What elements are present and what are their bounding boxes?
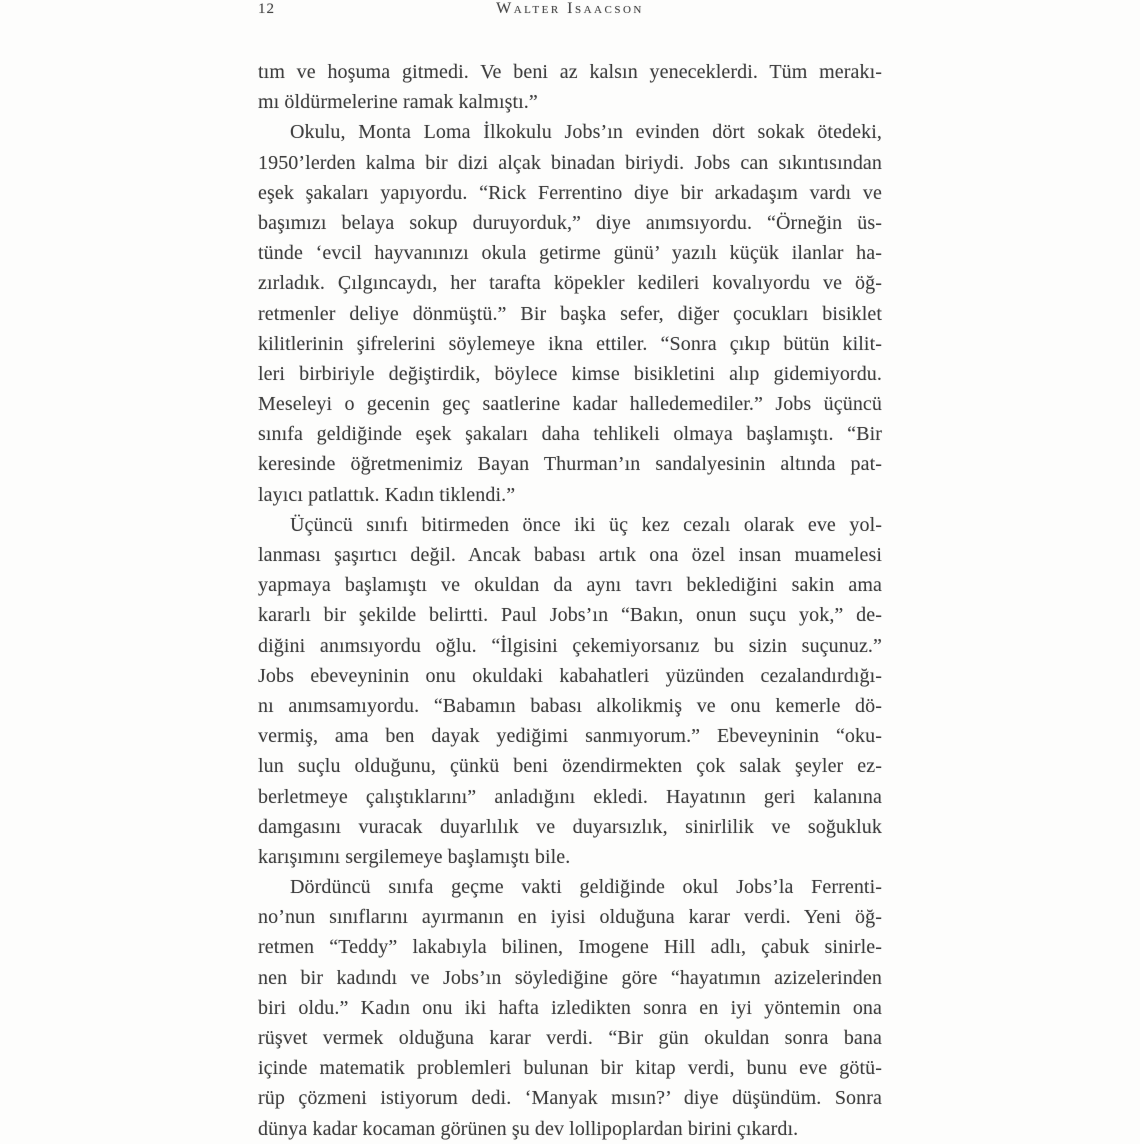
text-line: rüşvet vermek olduğuna karar verdi. “Bir gün okuldan sonra bana bbox=[258, 1027, 882, 1049]
text-line: tünde ‘evcil hayvanınızı okula getirme günü’ yazılı küçük ilanlar ha- bbox=[258, 242, 882, 265]
text-line: Okulu, Monta Loma İlkokulu Jobs’ın evinden dört sokak ötedeki, bbox=[290, 121, 882, 144]
text-line: lun suçlu olduğunu, çünkü beni özendirmekten çok salak şeyler ez- bbox=[258, 755, 882, 778]
text-line: Üçüncü sınıfı bitirmeden önce iki üç kez cezalı olarak eve yol- bbox=[290, 513, 882, 536]
text-line: vermiş, ama ben dayak yediğimi sanmıyorum.” Ebeveyninin “oku- bbox=[258, 725, 882, 748]
text-line: mı öldürmelerine ramak kalmıştı.” bbox=[258, 91, 538, 114]
running-header bbox=[258, 0, 882, 18]
text-line: kilitlerinin şifrelerini söylemeye ikna ettiler. “Sonra çıkıp bütün kilit- bbox=[258, 332, 882, 355]
text-line: eşek şakaları yapıyordu. “Rick Ferrentino diye bir arkadaşım vardı ve bbox=[258, 181, 882, 204]
text-line: Jobs ebeveyninin onu okuldaki kabahatleri yüzünden cezalandırdığı- bbox=[258, 664, 882, 687]
text-line: başımızı belaya sokup duruyorduk,” diye anımsıyordu. “Örneğin üs- bbox=[258, 211, 882, 234]
text-line: dünya kadar kocaman görünen şu dev lollipoplardan birini çıkardı. bbox=[258, 1117, 799, 1140]
body-text-block bbox=[258, 57, 882, 1144]
text-line: kararlı bir şekilde belirtti. Paul Jobs’ın “Bakın, onun suçu yok,” de- bbox=[258, 604, 882, 627]
text-line: nı anımsamıyordu. “Babamın babası alkolikmiş ve onu kemerle dö- bbox=[258, 694, 882, 717]
text-line: rüp çözmeni istiyorum dedi. ‘Manyak mısın?’ diye düşündüm. Sonra bbox=[258, 1087, 882, 1110]
text-line: keresinde öğretmenimiz Bayan Thurman’ın sandalyesinin altında pat- bbox=[258, 453, 882, 476]
text-line: retmen “Teddy” lakabıyla bilinen, Imogene Hill adlı, çabuk sinirle- bbox=[258, 936, 882, 959]
text-line: diğini anımsıyordu oğlu. “İlgisini çekemiyorsanız bu sizin suçunuz.” bbox=[258, 634, 882, 657]
text-line: içinde matematik problemleri bulunan bir kitap verdi, bunu eve götü- bbox=[258, 1057, 882, 1080]
text-line: 1950’lerden kalma bir dizi alçak binadan biriydi. Jobs can sıkıntısından bbox=[258, 151, 882, 174]
text-line: sınıfa geldiğinde eşek şakaları daha tehlikeli olmaya başlamıştı. “Bir bbox=[258, 423, 882, 446]
text-line: no’nun sınıflarını ayırmanın en iyisi olduğuna karar verdi. Yeni öğ- bbox=[258, 906, 882, 929]
running-header-title: Walter Isaacson bbox=[496, 0, 644, 17]
text-line: Meseleyi o gecenin geç saatlerine kadar halledemediler.” Jobs üçüncü bbox=[258, 393, 882, 416]
text-line: damgasını vuracak duyarlılık ve duyarsızlık, sinirlilik ve soğukluk bbox=[258, 815, 882, 838]
text-line: zırladık. Çılgıncaydı, her tarafta köpekler kedileri kovalıyordu ve öğ- bbox=[258, 272, 882, 295]
text-line: layıcı patlattık. Kadın tiklendi.” bbox=[258, 483, 516, 506]
text-line: karışımını sergilemeye başlamıştı bile. bbox=[258, 845, 571, 868]
text-line: biri oldu.” Kadın onu iki hafta izledikten sonra en iyi yöntemin ona bbox=[258, 996, 882, 1019]
text-line: Dördüncü sınıfa geçme vakti geldiğinde okul Jobs’la Ferrenti- bbox=[290, 876, 882, 899]
text-line: retmenler deliye dönmüştü.” Bir başka sefer, diğer çocukları bisiklet bbox=[258, 302, 882, 325]
text-line: berletmeye çalıştıklarını” anladığını ekledi. Hayatının geri kalanına bbox=[258, 785, 882, 808]
text-line: tım ve hoşuma gitmedi. Ve beni az kalsın yeneceklerdi. Tüm merakı- bbox=[258, 61, 882, 83]
page-number: 12 bbox=[258, 1, 275, 17]
text-line: leri birbiriyle değiştirdik, böylece kimse bisikletini alıp gidemiyordu. bbox=[258, 362, 882, 385]
text-line: lanması şaşırtıcı değil. Ancak babası artık ona özel insan muamelesi bbox=[258, 544, 882, 566]
text-line: nen bir kadındı ve Jobs’ın söylediğine göre “hayatımın azizelerinden bbox=[258, 966, 882, 989]
text-line: yapmaya başlamıştı ve okuldan da aynı tavrı beklediğini sakin ama bbox=[258, 574, 882, 597]
